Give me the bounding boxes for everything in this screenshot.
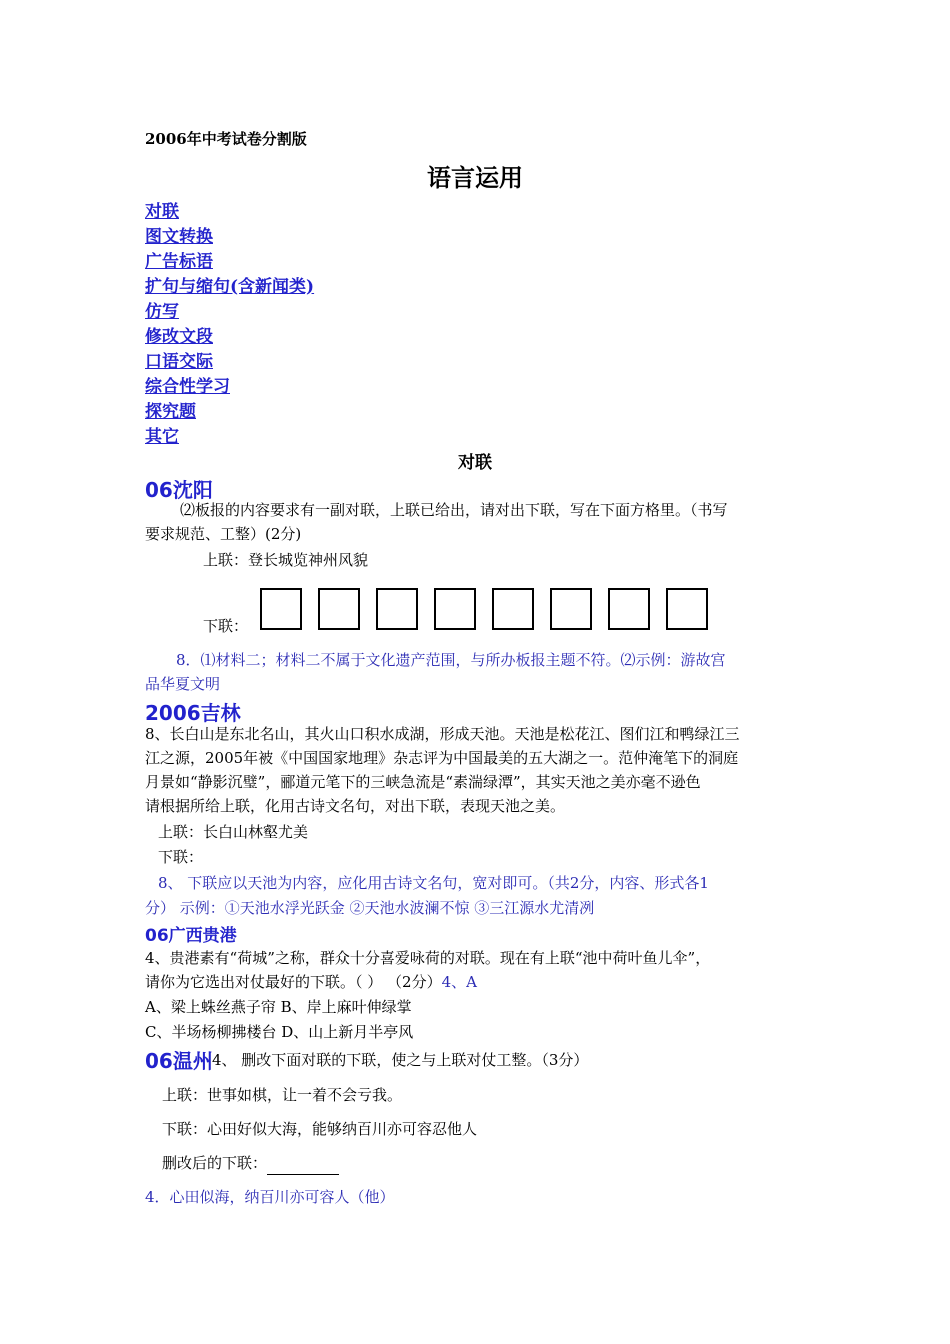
toc-link-expand-shrink[interactable]: 扩句与缩句(含新闻类) bbox=[145, 277, 315, 297]
toc-link-revise[interactable]: 修改文段 bbox=[145, 327, 213, 347]
toc-link-other[interactable]: 其它 bbox=[145, 427, 179, 447]
toc-link-image-text[interactable]: 图文转换 bbox=[145, 227, 213, 247]
answer-text: 4．心田似海，纳百川亦可容人（他） bbox=[145, 1188, 395, 1206]
option-row: A、梁上蛛丝燕子帘 B、岸上麻叶伸绿掌 bbox=[145, 998, 412, 1016]
question-text: 4、贵港素有“荷城”之称，群众十分喜爱咏荷的对联。现在有上联“池中荷叶鱼儿伞”， bbox=[145, 949, 711, 967]
upper-couplet: 上联：长白山林壑尤美 bbox=[158, 823, 309, 841]
toc-link-imitation[interactable]: 仿写 bbox=[145, 302, 179, 322]
answer-text: 品华夏文明 bbox=[145, 675, 221, 693]
answer-box[interactable] bbox=[666, 588, 708, 630]
answer-box[interactable] bbox=[550, 588, 592, 630]
answer-text: 8、 下联应以天池为内容，应化用古诗文名句，宽对即可。（共2分，内容、形式各1 bbox=[158, 874, 709, 892]
question-text: 要求规范、工整）(2分) bbox=[145, 525, 302, 543]
section-title: 对联 bbox=[458, 453, 492, 473]
toc-link-couplet[interactable]: 对联 bbox=[145, 202, 179, 222]
answer-text: 4、A bbox=[441, 973, 477, 991]
answer-box[interactable] bbox=[434, 588, 476, 630]
question-text: ⑵板报的内容要求有一副对联，上联已给出，请对出下联，写在下面方格里。（书写 bbox=[180, 501, 728, 519]
answer-box[interactable] bbox=[318, 588, 360, 630]
toc-link-slogan[interactable]: 广告标语 bbox=[145, 252, 213, 272]
table-of-contents bbox=[145, 200, 314, 450]
answer-grid bbox=[260, 588, 708, 630]
question-text: 8、长白山是东北名山，其火山口积水成湖，形成天池。天池是松花江、图们江和鸭绿江三 bbox=[145, 725, 740, 743]
lower-couplet-label: 下联： bbox=[203, 617, 249, 635]
doc-header: 2006年中考试卷分割版 bbox=[145, 130, 307, 148]
question-text: 4、 删改下面对联的下联，使之与上联对仗工整。（3分） bbox=[212, 1051, 589, 1069]
question-text: 请你为它选出对仗最好的下联。（ ） （2分）4、A bbox=[145, 973, 477, 991]
lower-couplet-label: 下联： bbox=[158, 848, 204, 866]
toc-link-comprehensive[interactable]: 综合性学习 bbox=[145, 377, 230, 397]
answer-box[interactable] bbox=[260, 588, 302, 630]
question-text: 江之源，2005年被《中国国家地理》杂志评为中国最美的五大湖之一。范仲淹笔下的洞庭 bbox=[145, 749, 739, 767]
revised-lower-couplet: 删改后的下联： bbox=[162, 1151, 339, 1175]
option-row: C、半场杨柳拂楼台 D、山上新月半亭风 bbox=[145, 1023, 414, 1041]
answer-text: 8．⑴材料二；材料二不属于文化遗产范围，与所办板报主题不符。⑵示例：游故宫 bbox=[176, 651, 726, 669]
region-heading-jilin: 2006吉林 bbox=[145, 701, 241, 725]
answer-box[interactable] bbox=[608, 588, 650, 630]
toc-link-inquiry[interactable]: 探究题 bbox=[145, 402, 196, 422]
answer-box[interactable] bbox=[492, 588, 534, 630]
answer-blank[interactable] bbox=[267, 1156, 339, 1175]
page-title: 语言运用 bbox=[427, 164, 523, 192]
upper-couplet: 上联：登长城览神州风貌 bbox=[203, 551, 369, 569]
toc-link-oral[interactable]: 口语交际 bbox=[145, 352, 213, 372]
answer-text: 分） 示例：①天池水浮光跃金 ②天池水波澜不惊 ③三江源水尤清冽 bbox=[145, 899, 595, 917]
question-text: 月景如“静影沉璧”，郦道元笔下的三峡急流是“素湍绿潭”，其实天池之美亦毫不逊色 bbox=[145, 773, 701, 791]
answer-box[interactable] bbox=[376, 588, 418, 630]
question-text: 请根据所给上联，化用古诗文名句，对出下联，表现天池之美。 bbox=[145, 797, 566, 815]
upper-couplet: 上联：世事如棋，让一着不会亏我。 bbox=[162, 1086, 403, 1104]
region-heading-guigang: 06广西贵港 bbox=[145, 926, 237, 946]
lower-couplet: 下联：心田好似大海，能够纳百川亦可容忍他人 bbox=[162, 1120, 478, 1138]
region-heading-wenzhou: 06温州 bbox=[145, 1049, 213, 1073]
region-heading-shenyang: 06沈阳 bbox=[145, 478, 213, 502]
